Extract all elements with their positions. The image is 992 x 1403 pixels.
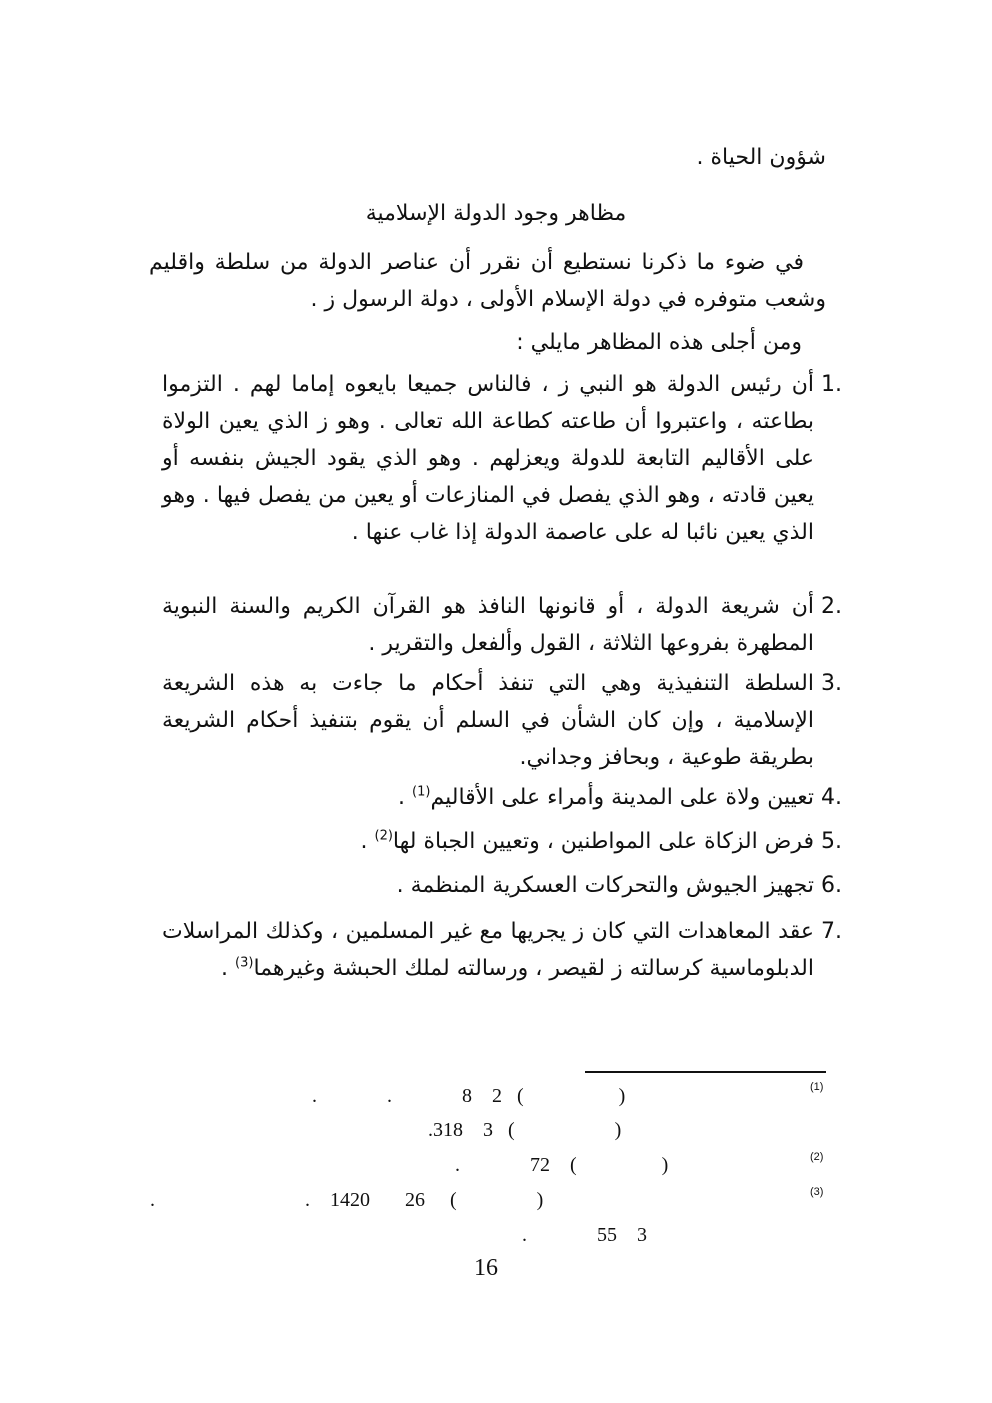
footnote-line: .318 3 ( ) <box>428 1119 622 1141</box>
list-text: السلطة التنفيذية وهي التي تنفذ أحكام ما جاءت به هذه الشريعة الإسلامية ، وإن كان الشأن في السلم أن يقوم بتنفيذ أحكام الشريعة بطريقة طوعية ، وبحافز وجداني. <box>162 671 814 770</box>
list-number: 3. <box>821 671 842 696</box>
footnote-ref: (1) <box>412 784 431 800</box>
footnote-separator <box>585 1071 826 1073</box>
footnote-ref: (3) <box>235 955 254 971</box>
list-text: تعيين ولاة على المدينة وأمراء على الأقاليم$^{(1)}$ . <box>398 784 814 810</box>
list-number: 2. <box>821 594 842 619</box>
list-text: أن رئيس الدولة هو النبي ز ، فالناس جميعا بايعوه إماما لهم . التزموا بطاعته ، واعتبروا أن طاعته كطاعة الله تعالى . وهو ز الذي يعين الولاة على الأقاليم التابعة للدولة ويعزلهم . وهو الذي يقود الجيش بنفسه أو يعين قادته ، وهو الذي يفصل في المنازعات أو يعين من يفصل فيها . وهو الذي يعين نائبا له على عاصمة الدولة إذا غاب عنها . <box>162 372 814 545</box>
list-number: 5. <box>821 829 842 854</box>
top-line: شؤون الحياة . <box>696 145 826 170</box>
footnote-line: . . 1420 26 ( ) <box>150 1189 544 1211</box>
list-number: 7. <box>821 919 842 944</box>
list-text: تجهيز الجيوش والتحركات العسكرية المنظمة . <box>396 873 814 898</box>
list-number: 4. <box>821 785 842 810</box>
list-text: عقد المعاهدات التي كان ز يجريها مع غير المسلمين ، وكذلك المراسلات الدبلوماسية كرسالته ز لقيصر ، ورسالته لملك الحبشة وغيرهما$^{(3)}$ . <box>162 919 814 981</box>
footnote-mark: (3) <box>810 1186 824 1198</box>
footnote-mark: (2) <box>810 1151 824 1163</box>
footnote-line: . 72 ( ) <box>455 1154 669 1176</box>
list-number: 6. <box>821 873 842 898</box>
list-text: فرض الزكاة على المواطنين ، وتعيين الجباة لها$^{(2)}$ . <box>360 828 814 854</box>
intro-lead: ومن أجلى هذه المظاهر مايلي : <box>516 330 802 355</box>
footnote-line: . 55 3 <box>522 1224 647 1246</box>
intro-paragraph: في ضوء ما ذكرنا نستطيع أن نقرر أن عناصر الدولة من سلطة واقليم وشعب متوفره في دولة الإسلام الأولى ، دولة الرسول ز . <box>149 250 826 312</box>
footnote-line: . . 8 2 ( ) <box>312 1085 626 1107</box>
list-text: أن شريعة الدولة ، أو قانونها النافذ هو القرآن الكريم والسنة النبوية المطهرة بفروعها الثلاثة ، القول وألفعل والتقرير . <box>162 594 814 656</box>
page-number: 16 <box>474 1255 498 1281</box>
footnote-mark: (1) <box>810 1081 824 1093</box>
list-number: 1. <box>821 372 842 397</box>
section-heading: مظاهر وجود الدولة الإسلامية <box>365 201 627 226</box>
footnote-ref: (2) <box>374 828 393 844</box>
